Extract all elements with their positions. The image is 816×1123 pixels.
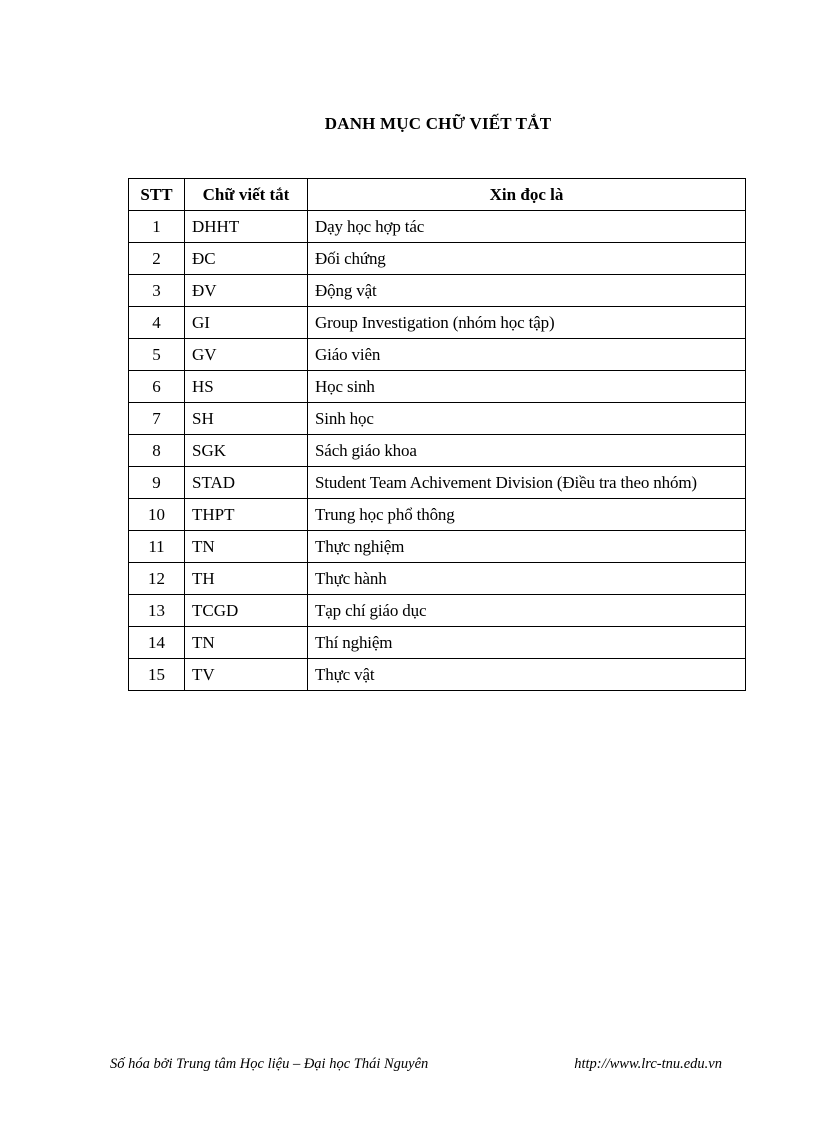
table-row — [129, 371, 746, 403]
cell-abbreviation: GI — [185, 307, 308, 339]
cell-meaning: Thí nghiệm — [308, 627, 746, 659]
table-row — [129, 499, 746, 531]
cell-meaning: Học sinh — [308, 371, 746, 403]
cell-stt: 9 — [129, 467, 185, 499]
table-header-row — [129, 179, 746, 211]
table-row — [129, 403, 746, 435]
cell-abbreviation: TN — [185, 531, 308, 563]
cell-stt: 1 — [129, 211, 185, 243]
cell-stt: 6 — [129, 371, 185, 403]
cell-abbreviation: DHHT — [185, 211, 308, 243]
cell-meaning: Group Investigation (nhóm học tập) — [308, 307, 746, 339]
cell-stt: 5 — [129, 339, 185, 371]
cell-meaning: Tạp chí giáo dục — [308, 595, 746, 627]
cell-meaning: Sinh học — [308, 403, 746, 435]
cell-abbreviation: SGK — [185, 435, 308, 467]
cell-abbreviation: SH — [185, 403, 308, 435]
header-stt: STT — [129, 179, 185, 211]
cell-abbreviation: ĐV — [185, 275, 308, 307]
cell-abbreviation: TV — [185, 659, 308, 691]
cell-stt: 14 — [129, 627, 185, 659]
table-row — [129, 243, 746, 275]
table-row — [129, 467, 746, 499]
cell-abbreviation: ĐC — [185, 243, 308, 275]
table-row — [129, 339, 746, 371]
table-row — [129, 307, 746, 339]
cell-meaning: Thực vật — [308, 659, 746, 691]
table-row — [129, 627, 746, 659]
cell-stt: 11 — [129, 531, 185, 563]
cell-stt: 3 — [129, 275, 185, 307]
cell-meaning: Giáo viên — [308, 339, 746, 371]
table-row — [129, 595, 746, 627]
cell-meaning: Thực nghiệm — [308, 531, 746, 563]
cell-stt: 7 — [129, 403, 185, 435]
cell-meaning: Thực hành — [308, 563, 746, 595]
abbreviation-table — [128, 178, 746, 691]
cell-meaning: Đối chứng — [308, 243, 746, 275]
cell-abbreviation: STAD — [185, 467, 308, 499]
cell-stt: 8 — [129, 435, 185, 467]
cell-abbreviation: TCGD — [185, 595, 308, 627]
page-title: DANH MỤC CHỮ VIẾT TẮT — [324, 114, 552, 133]
cell-abbreviation: TH — [185, 563, 308, 595]
cell-stt: 12 — [129, 563, 185, 595]
cell-meaning: Dạy học hợp tác — [308, 211, 746, 243]
cell-stt: 15 — [129, 659, 185, 691]
cell-abbreviation: TN — [185, 627, 308, 659]
table-body — [129, 211, 746, 691]
cell-stt: 2 — [129, 243, 185, 275]
table-row — [129, 659, 746, 691]
table-row — [129, 275, 746, 307]
cell-abbreviation: GV — [185, 339, 308, 371]
cell-meaning: Trung học phổ thông — [308, 499, 746, 531]
table-row — [129, 435, 746, 467]
cell-stt: 4 — [129, 307, 185, 339]
table-row — [129, 563, 746, 595]
table-row — [129, 531, 746, 563]
cell-abbreviation: THPT — [185, 499, 308, 531]
cell-stt: 10 — [129, 499, 185, 531]
cell-abbreviation: HS — [185, 371, 308, 403]
table-row — [129, 211, 746, 243]
header-meaning: Xin đọc là — [308, 179, 746, 211]
cell-meaning: Student Team Achivement Division (Điều tra theo nhóm) — [308, 467, 746, 499]
cell-stt: 13 — [129, 595, 185, 627]
cell-meaning: Động vật — [308, 275, 746, 307]
cell-meaning: Sách giáo khoa — [308, 435, 746, 467]
footer-url[interactable]: http://www.lrc-tnu.edu.vn — [574, 1056, 722, 1072]
footer-source: Số hóa bởi Trung tâm Học liệu – Đại học Thái Nguyên — [110, 1056, 429, 1072]
header-abbreviation: Chữ viết tắt — [185, 179, 308, 211]
